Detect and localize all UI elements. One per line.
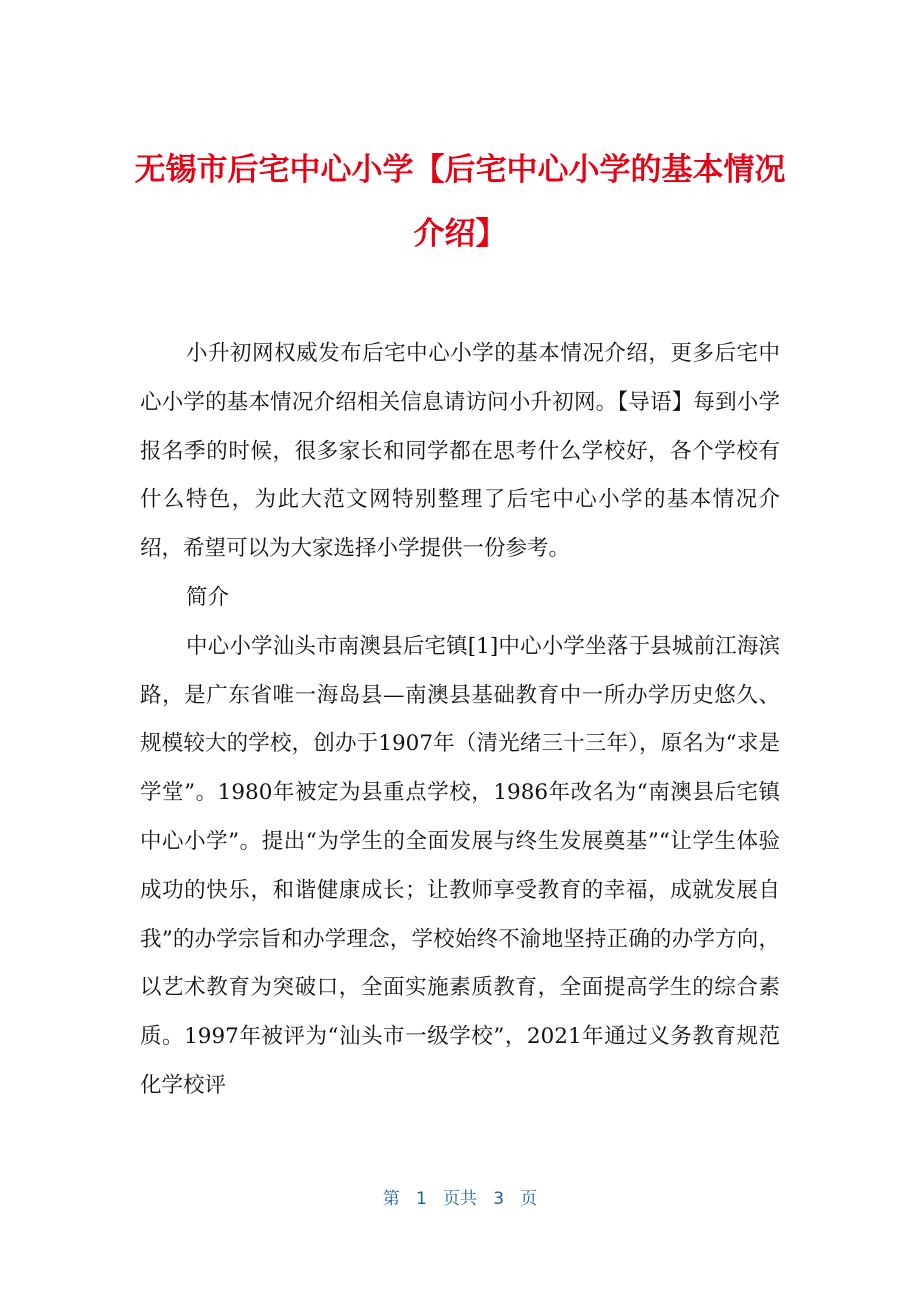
footer-suffix: 页: [520, 1189, 538, 1209]
school-history-paragraph: 中心小学汕头市南澳县后宅镇[1]中心小学坐落于县城前江海滨路，是广东省唯一海岛县—南澳县基础教育中一所办学历史悠久、规模较大的学校，创办于1907年（清光绪三十三年），原名为“求是学堂”。1980年被定为县重点学校，1986年改名为“南澳县后宅镇中心小学”。提出“为学生的全面发展与终生发展奠基”“让学生体验成功的快乐，和谐健康成长；让教师享受教育的幸福，成就发展自我”的办学宗旨和办学理念，学校始终不渝地坚持正确的办学方向，以艺术教育为突破口，全面实施素质教育，全面提高学生的综合素质。1997年被评为“汕头市一级学校”，2021年通过义务教育规范化学校评: [140, 633, 780, 1098]
footer-prefix: 第: [382, 1189, 400, 1209]
document-body: [140, 330, 780, 1111]
footer-total-pages: 3: [493, 1189, 505, 1209]
footer-middle: 页共: [443, 1189, 477, 1209]
section-heading-intro: 简介: [186, 584, 230, 610]
footer-current-page: 1: [415, 1189, 427, 1209]
intro-paragraph: 小升初网权威发布后宅中心小学的基本情况介绍，更多后宅中心小学的基本情况介绍相关信息请访问小升初网。【导语】每到小学报名季的时候，很多家长和同学都在思考什么学校好，各个学校有什么特色，为此大范文网特别整理了后宅中心小学的基本情况介绍，希望可以为大家选择小学提供一份参考。: [140, 341, 780, 562]
page-footer: [0, 1184, 920, 1209]
document-title: 无锡市后宅中心小学【后宅中心小学的基本情况介绍】: [134, 152, 786, 252]
